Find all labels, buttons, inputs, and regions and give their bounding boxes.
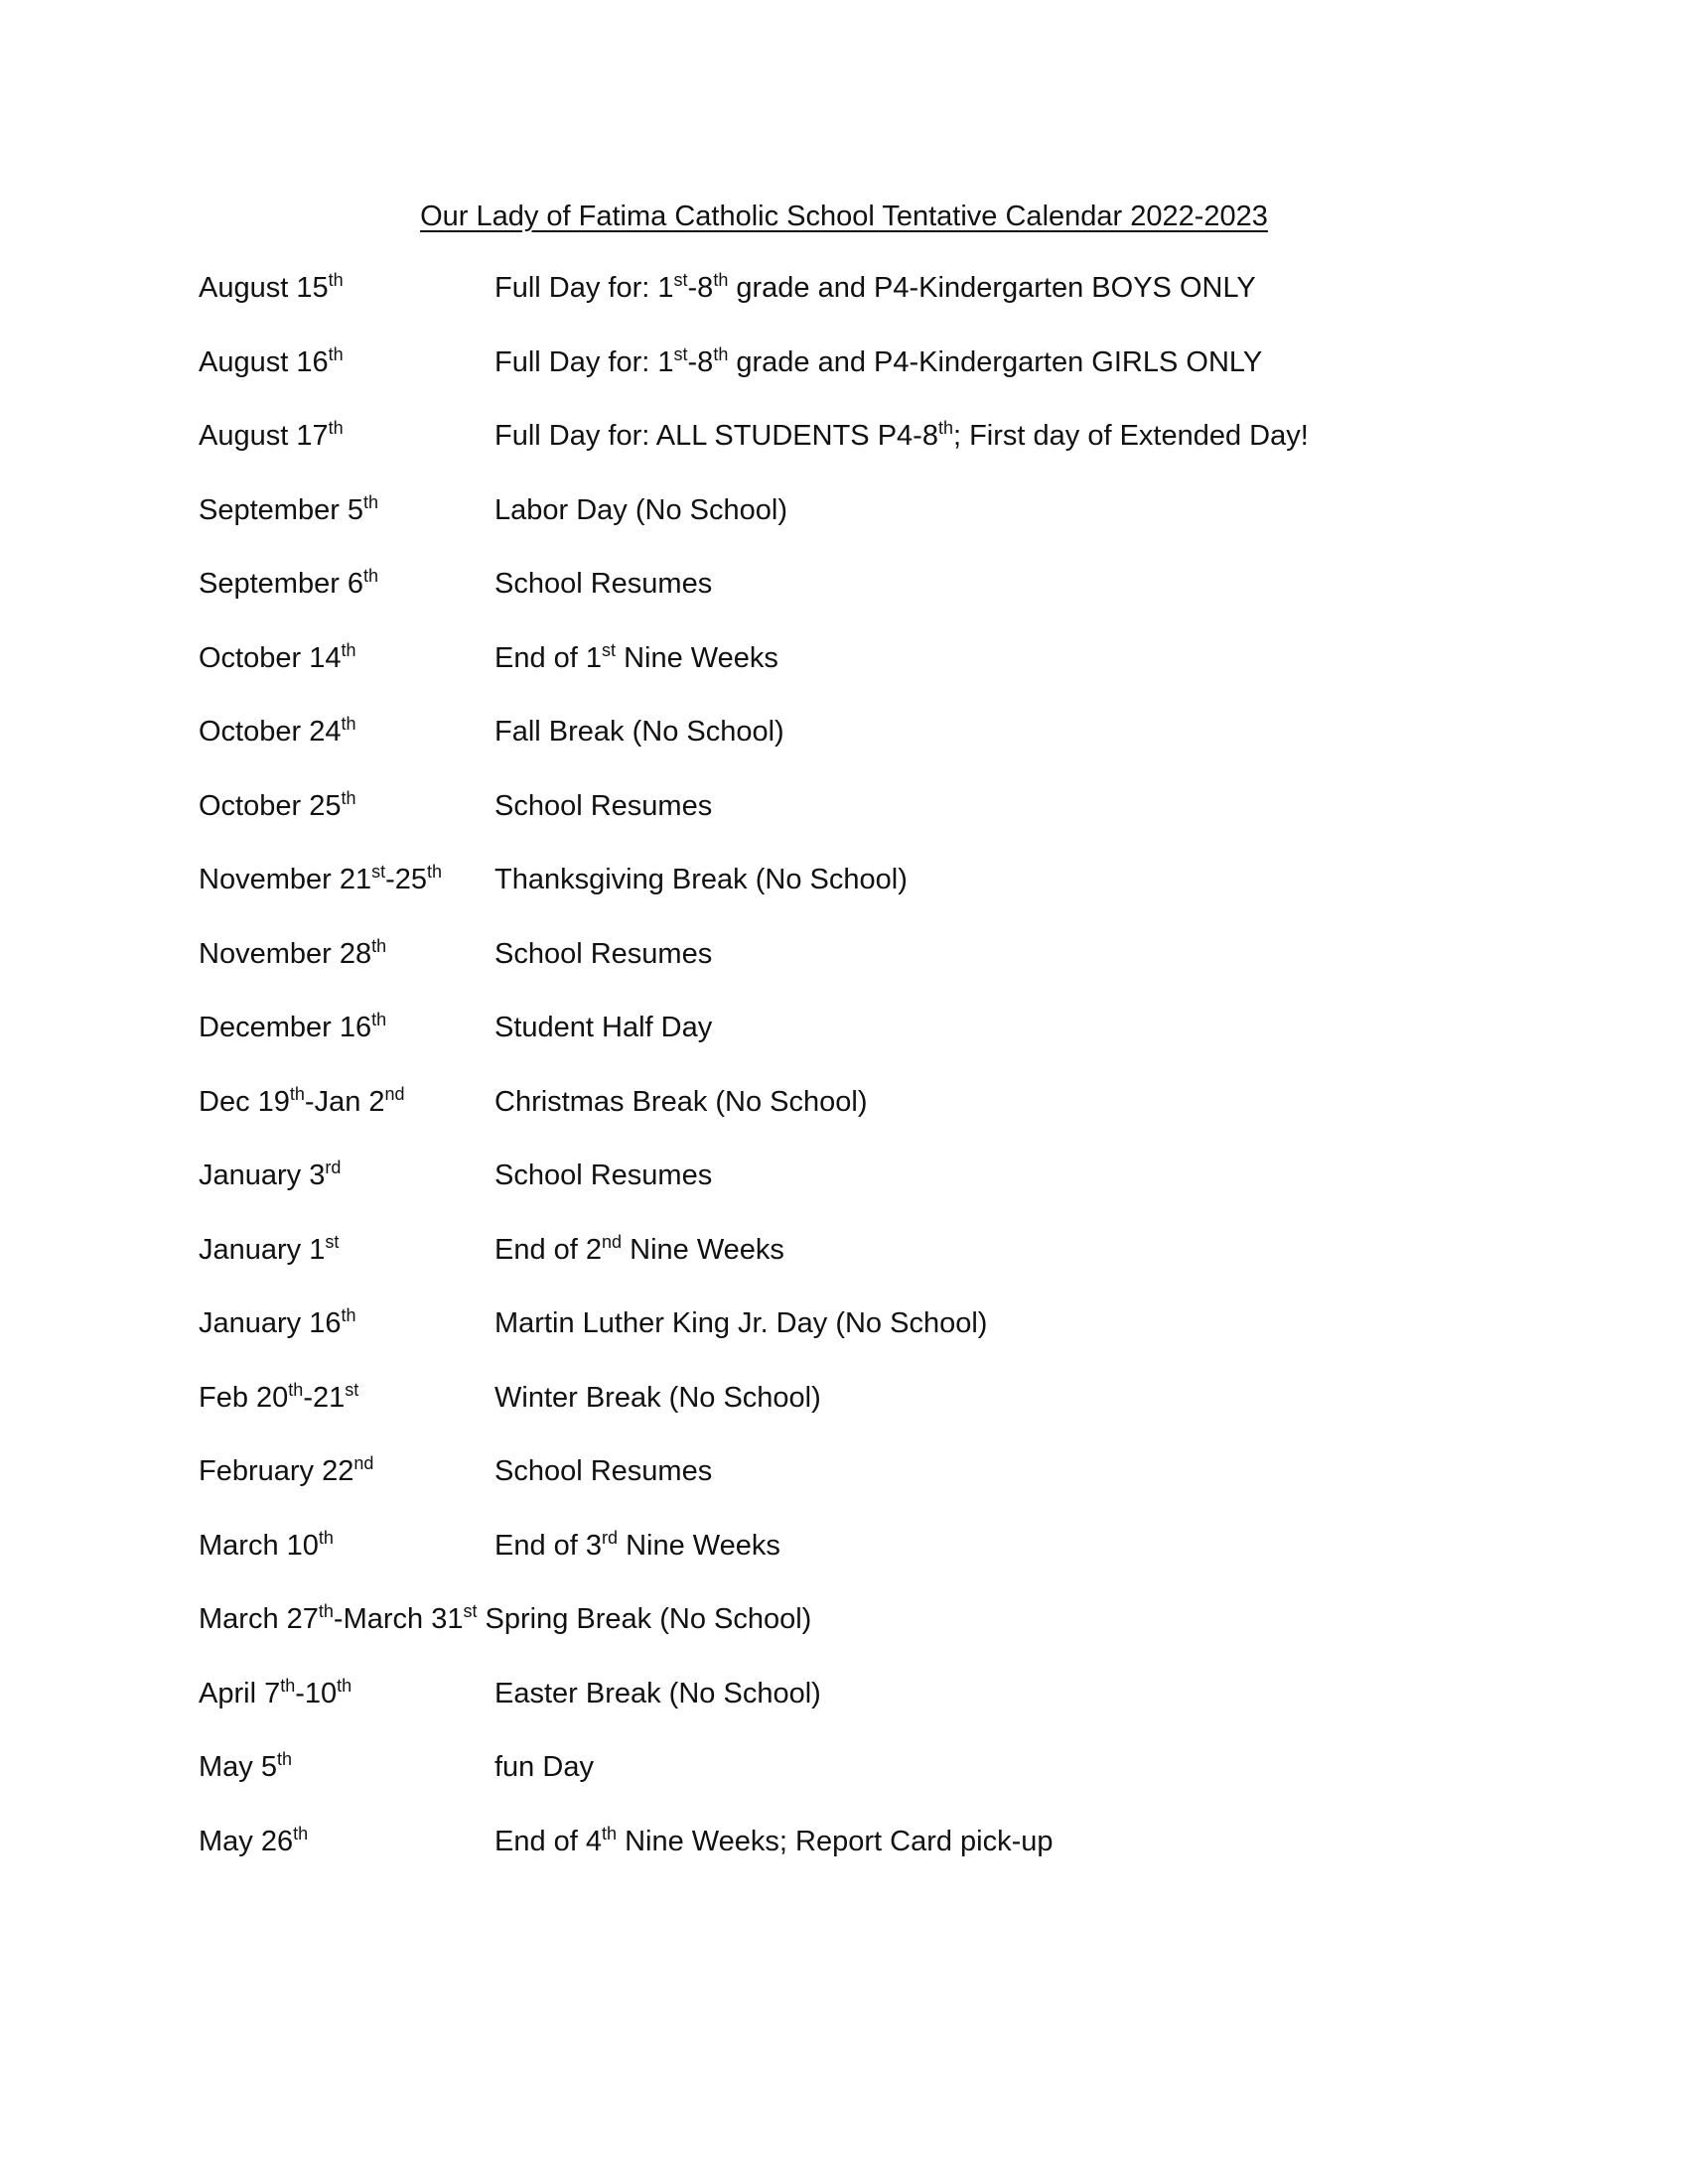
calendar-event: Fall Break (No School) <box>494 716 784 748</box>
calendar-event: Labor Day (No School) <box>494 493 787 526</box>
calendar-event: Student Half Day <box>494 1012 713 1043</box>
calendar-row <box>199 1451 1489 1526</box>
calendar-row <box>199 860 1489 934</box>
calendar-row <box>199 712 1489 786</box>
ordinal-suffix: th <box>713 343 729 364</box>
page-title-text: Our Lady of Fatima Catholic School Tentative Calendar 2022-2023 <box>420 201 1268 232</box>
ordinal-suffix: st <box>602 639 617 660</box>
calendar-date: January 16th <box>199 1305 356 1339</box>
calendar-row <box>199 1599 1489 1674</box>
calendar-date: February 22nd <box>199 1453 374 1487</box>
ordinal-suffix: th <box>341 787 356 808</box>
calendar-event: End of 3rd Nine Weeks <box>494 1527 780 1562</box>
ordinal-suffix: th <box>293 1823 309 1843</box>
ordinal-suffix: th <box>602 1823 618 1843</box>
calendar-row <box>199 1082 1489 1157</box>
calendar-event: School Resumes <box>494 568 713 600</box>
ordinal-suffix: th <box>937 418 953 438</box>
ordinal-suffix: th <box>371 1010 387 1029</box>
calendar-row <box>199 342 1489 417</box>
calendar-date: October 14th <box>199 639 356 674</box>
ordinal-suffix: th <box>341 639 356 660</box>
calendar-date: March 10th <box>199 1527 334 1562</box>
ordinal-suffix: th <box>328 343 344 364</box>
calendar-event: fun Day <box>494 1751 594 1783</box>
calendar-row <box>199 416 1489 490</box>
calendar-date: January 1st <box>199 1231 340 1266</box>
calendar-date: October 24th <box>199 714 356 748</box>
calendar-row <box>199 1008 1489 1082</box>
calendar-date: September 5th <box>199 491 379 526</box>
calendar-event: Full Day for: ALL STUDENTS P4-8th; First day of Extended Day! <box>494 418 1309 452</box>
calendar-row <box>199 1822 1489 1896</box>
calendar-event: Full Day for: 1st-8th grade and P4-Kindergarten GIRLS ONLY <box>494 343 1263 378</box>
calendar-date: May 5th <box>199 1749 292 1783</box>
calendar-row <box>199 1156 1489 1230</box>
calendar-row <box>199 934 1489 1009</box>
calendar-row <box>199 1378 1489 1452</box>
calendar-row <box>199 490 1489 565</box>
ordinal-suffix: rd <box>602 1527 619 1548</box>
calendar-row <box>199 786 1489 861</box>
ordinal-suffix: th <box>276 1749 292 1769</box>
calendar-row <box>199 1674 1489 1748</box>
calendar-date: August 15th <box>199 270 344 304</box>
ordinal-suffix: th <box>341 714 356 734</box>
calendar-date: November 21st-25th <box>199 862 443 895</box>
calendar-date: September 6th <box>199 566 379 600</box>
ordinal-suffix: th <box>427 862 443 882</box>
calendar-row <box>199 564 1489 638</box>
ordinal-suffix: th <box>371 935 387 956</box>
calendar-row <box>199 1526 1489 1600</box>
calendar-date: May 26th <box>199 1823 309 1857</box>
ordinal-suffix: th <box>337 1675 352 1696</box>
ordinal-suffix: st <box>673 343 688 364</box>
ordinal-suffix: th <box>713 270 729 290</box>
calendar-date: August 17th <box>199 418 344 452</box>
calendar-event: Martin Luther King Jr. Day (No School) <box>494 1307 988 1339</box>
ordinal-suffix: th <box>363 491 379 512</box>
calendar-event: End of 1st Nine Weeks <box>494 639 778 674</box>
calendar-date: October 25th <box>199 787 356 822</box>
ordinal-suffix: st <box>371 862 386 882</box>
ordinal-suffix: th <box>280 1675 296 1696</box>
calendar-event: Spring Break (No School) <box>477 1603 812 1635</box>
ordinal-suffix: st <box>325 1231 340 1252</box>
calendar-event: School Resumes <box>494 1160 713 1191</box>
calendar-event: Thanksgiving Break (No School) <box>494 864 908 895</box>
calendar-event: Easter Break (No School) <box>494 1677 821 1709</box>
ordinal-suffix: th <box>341 1305 356 1325</box>
ordinal-suffix: th <box>363 566 379 586</box>
ordinal-suffix: rd <box>325 1158 342 1177</box>
ordinal-suffix: nd <box>384 1083 405 1104</box>
calendar-row <box>199 1747 1489 1822</box>
calendar-date: Dec 19th-Jan 2nd <box>199 1083 405 1118</box>
ordinal-suffix: th <box>289 1083 305 1104</box>
ordinal-suffix: st <box>345 1379 359 1400</box>
ordinal-suffix: th <box>328 418 344 438</box>
calendar-event: School Resumes <box>494 789 713 822</box>
calendar-event: Full Day for: 1st-8th grade and P4-Kindergarten BOYS ONLY <box>494 270 1256 304</box>
calendar-row <box>199 1230 1489 1304</box>
calendar-date: March 27th-March 31st <box>199 1601 478 1635</box>
ordinal-suffix: nd <box>602 1231 623 1252</box>
calendar-date: December 16th <box>199 1010 387 1043</box>
ordinal-suffix: st <box>463 1601 478 1621</box>
page-title <box>0 197 1688 236</box>
calendar-event: Christmas Break (No School) <box>494 1085 868 1118</box>
calendar-row <box>199 1303 1489 1378</box>
calendar-row <box>199 638 1489 713</box>
ordinal-suffix: st <box>673 270 688 290</box>
ordinal-suffix: nd <box>353 1453 374 1473</box>
calendar-event: Winter Break (No School) <box>494 1381 821 1414</box>
calendar-date: Feb 20th-21st <box>199 1379 359 1414</box>
calendar-event: End of 4th Nine Weeks; Report Card pick-up <box>494 1823 1054 1857</box>
ordinal-suffix: th <box>318 1527 334 1548</box>
calendar-event: End of 2nd Nine Weeks <box>494 1231 784 1266</box>
calendar-date: November 28th <box>199 935 387 970</box>
calendar-date: April 7th-10th <box>199 1675 352 1709</box>
ordinal-suffix: th <box>318 1601 334 1621</box>
calendar-event: School Resumes <box>494 1455 713 1487</box>
calendar-list <box>199 268 1489 1895</box>
ordinal-suffix: th <box>288 1379 304 1400</box>
ordinal-suffix: th <box>328 270 344 290</box>
calendar-row <box>199 268 1489 342</box>
calendar-date: January 3rd <box>199 1158 342 1191</box>
calendar-event: School Resumes <box>494 937 713 970</box>
calendar-date: August 16th <box>199 343 344 378</box>
